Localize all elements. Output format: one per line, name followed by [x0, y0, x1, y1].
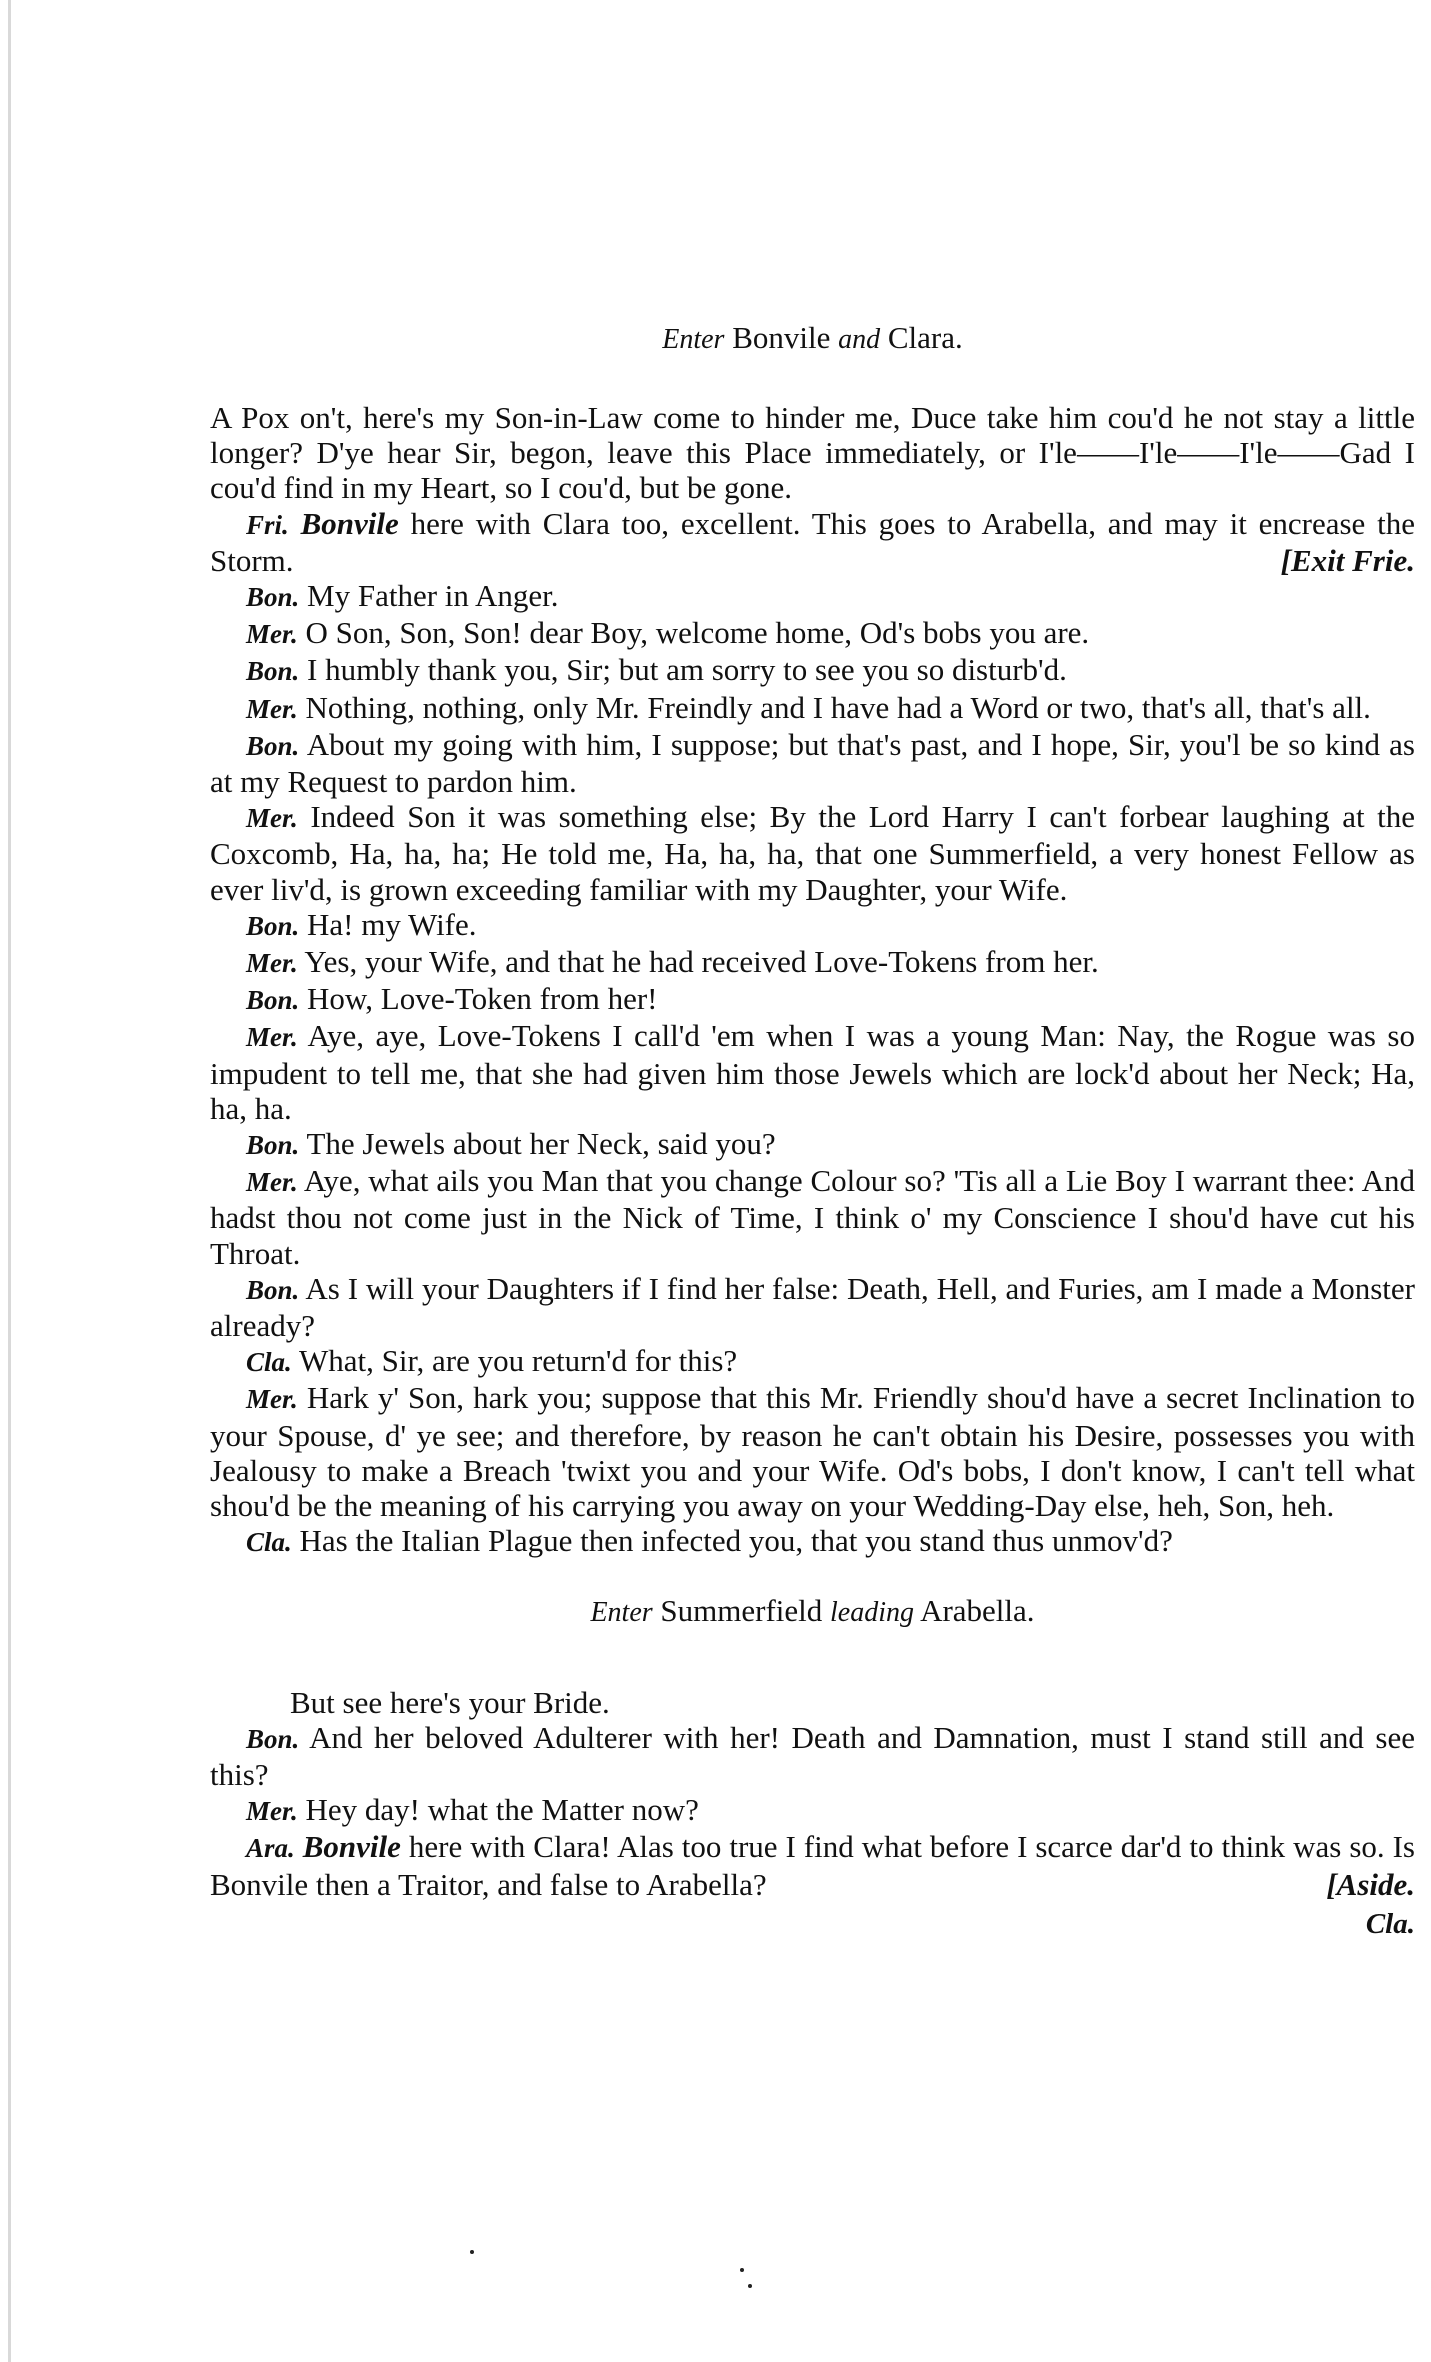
speech-text: The Jewels about her Neck, said you?	[306, 1126, 776, 1162]
speaker-label: Bon.	[246, 985, 300, 1016]
stage-verb: Enter	[590, 1596, 653, 1628]
speech-text: Indeed Son it was something else; By the Lord Harry I can't forbear laughing at the Coxcomb, Ha, ha, ha; He told me, Ha, ha, ha, that one Summerfield, a very honest Fellow as ever liv'd, is grown exceeding familiar with my Daughter, your Wife.	[210, 799, 1415, 907]
stage-name: Bonvile	[732, 320, 831, 355]
speaker-label: Bon.	[246, 1130, 300, 1161]
speech-text: I humbly thank you, Sir; but am sorry to see you so disturb'd.	[307, 652, 1067, 688]
speech-text: How, Love-Token from her!	[307, 981, 658, 1017]
speech-line	[210, 1271, 1415, 1343]
speech-line	[210, 1163, 1415, 1271]
speech-line	[210, 1523, 1415, 1560]
speech-text: And her beloved Adulterer with her! Death and Damnation, must I stand still and see this?	[210, 1719, 1415, 1792]
speaker-label: Bon.	[246, 1274, 300, 1305]
speaker-label: Bon.	[246, 656, 300, 687]
speech-text: Aye, what ails you Man that you change Colour so? 'Tis all a Lie Boy I warrant thee: And hadst thou not come just in the Nick of Time, I think o' my Conscience I shou'd have cut his Throat.	[210, 1163, 1415, 1271]
speech-line	[210, 1720, 1415, 1792]
speech-text: here with Clara too, excellent. This goes to Arabella, and may it encrease the Storm.	[210, 505, 1416, 578]
speaker-label: Mer.	[246, 803, 298, 834]
document-page	[210, 318, 1415, 1941]
print-speck	[470, 2250, 474, 2254]
speech-text: But see here's your Bride.	[290, 1684, 610, 1720]
speech-text: My Father in Anger.	[307, 578, 559, 614]
speech-line	[210, 506, 1415, 578]
stage-direction-enter-bonvile	[210, 318, 1415, 360]
speech-text: What, Sir, are you return'd for this?	[298, 1343, 738, 1379]
stage-verb: Enter	[662, 324, 725, 355]
speech-line	[210, 1792, 1415, 1829]
speech-name: Bonvile	[302, 1829, 401, 1865]
speech-line	[210, 1380, 1415, 1523]
catchword: Cla.	[1365, 1907, 1415, 1940]
speech-name: Bonvile	[300, 505, 399, 541]
speaker-label: Bon.	[246, 582, 300, 613]
print-speck	[748, 2284, 752, 2288]
speaker-label: Mer.	[246, 1796, 298, 1827]
speech-text: Hey day! what the Matter now?	[305, 1792, 699, 1828]
speech-text: Aye, aye, Love-Tokens I call'd 'em when I was a young Man: Nay, the Rogue was so impudent to tell me, that she had given him those Jewels which are lock'd about her Neck; Ha, ha, ha.	[210, 1018, 1415, 1126]
speaker-label: Bon.	[246, 910, 300, 941]
speech-line	[210, 1829, 1415, 1901]
speech-line	[210, 578, 1415, 615]
stage-name: Clara.	[887, 320, 963, 355]
speaker-label: Mer.	[246, 1384, 298, 1415]
speaker-label: Mer.	[246, 1022, 298, 1053]
speech-text: About my going with him, I suppose; but that's past, and I hope, Sir, you'l be so kind as at my Request to pardon him.	[210, 726, 1416, 800]
speech-line	[210, 690, 1415, 727]
stage-direction-enter-summerfield	[210, 1591, 1415, 1633]
speaker-label: Mer.	[246, 1167, 298, 1198]
dialogue-block	[210, 400, 1415, 1561]
speech-text: Has the Italian Plague then infected you, that you stand thus unmov'd?	[299, 1523, 1173, 1559]
stage-conj: leading	[830, 1596, 915, 1628]
speech-text: Ha! my Wife.	[307, 906, 477, 942]
speaker-label: Mer.	[246, 948, 298, 979]
print-speck	[740, 2268, 744, 2272]
speech-line	[210, 907, 1415, 944]
speech-text: here with Clara! Alas too true I find what before I scarce dar'd to think was so. Is Bonvile then a Traitor, and false to Arabella?	[210, 1829, 1415, 1902]
speech-line	[210, 1685, 1415, 1720]
speech-text: Yes, your Wife, and that he had received Love-Tokens from her.	[304, 944, 1099, 980]
speaker-label: Bon.	[246, 730, 300, 761]
speaker-label: Cla.	[246, 1527, 292, 1558]
speaker-label: Mer.	[246, 693, 298, 724]
speech-line	[210, 981, 1415, 1018]
speech-line	[210, 1343, 1415, 1380]
speech-text: A Pox on't, here's my Son-in-Law come to hinder me, Duce take him cou'd he not stay a little longer? D'ye hear Sir, begon, leave this Place immediately, or I'le——I'le——I'le——Gad I cou'd find in my Heart, so I cou'd, but be gone.	[210, 400, 1415, 506]
stage-name: Arabella.	[920, 1592, 1035, 1628]
stage-conj: and	[838, 324, 881, 355]
dialogue-block-2	[210, 1685, 1415, 1902]
speech-text: Hark y' Son, hark you; suppose that this Mr. Friendly shou'd have a secret Inclination to your Spouse, d' ye see; and therefore, by reason he can't obtain his Desire, possesses you with Jealousy to make a Breach 'twixt you and your Wife. Od's bobs, I don't know, I can't tell what shou'd be the meaning of his carrying you away on your Wedding-Day else, heh, Son, heh.	[210, 1380, 1415, 1524]
speaker-label: Ara.	[246, 1833, 295, 1864]
speech-line	[210, 1126, 1415, 1163]
stage-name: Summerfield	[660, 1592, 823, 1628]
speech-line	[210, 944, 1415, 981]
speech-line	[210, 400, 1415, 506]
speaker-label: Bon.	[246, 1723, 300, 1754]
speech-text: Nothing, nothing, only Mr. Freindly and I have had a Word or two, that's all, that's all.	[305, 689, 1371, 725]
speech-text: As I will your Daughters if I find her false: Death, Hell, and Furies, am I made a Monster already?	[210, 1270, 1415, 1344]
stage-aside: [Aside.	[1326, 1866, 1415, 1902]
speech-line	[210, 615, 1415, 652]
speech-line	[210, 652, 1415, 689]
speaker-label: Mer.	[246, 619, 298, 650]
speech-line	[210, 799, 1415, 907]
page-binding-edge	[8, 0, 11, 2362]
speech-line	[210, 727, 1415, 799]
speech-text: O Son, Son, Son! dear Boy, welcome home, Od's bobs you are.	[305, 615, 1090, 651]
speech-line	[210, 1018, 1415, 1126]
speaker-label: Cla.	[246, 1347, 292, 1378]
stage-aside: [Exit Frie.	[1280, 542, 1415, 578]
speaker-label: Fri.	[246, 509, 289, 540]
